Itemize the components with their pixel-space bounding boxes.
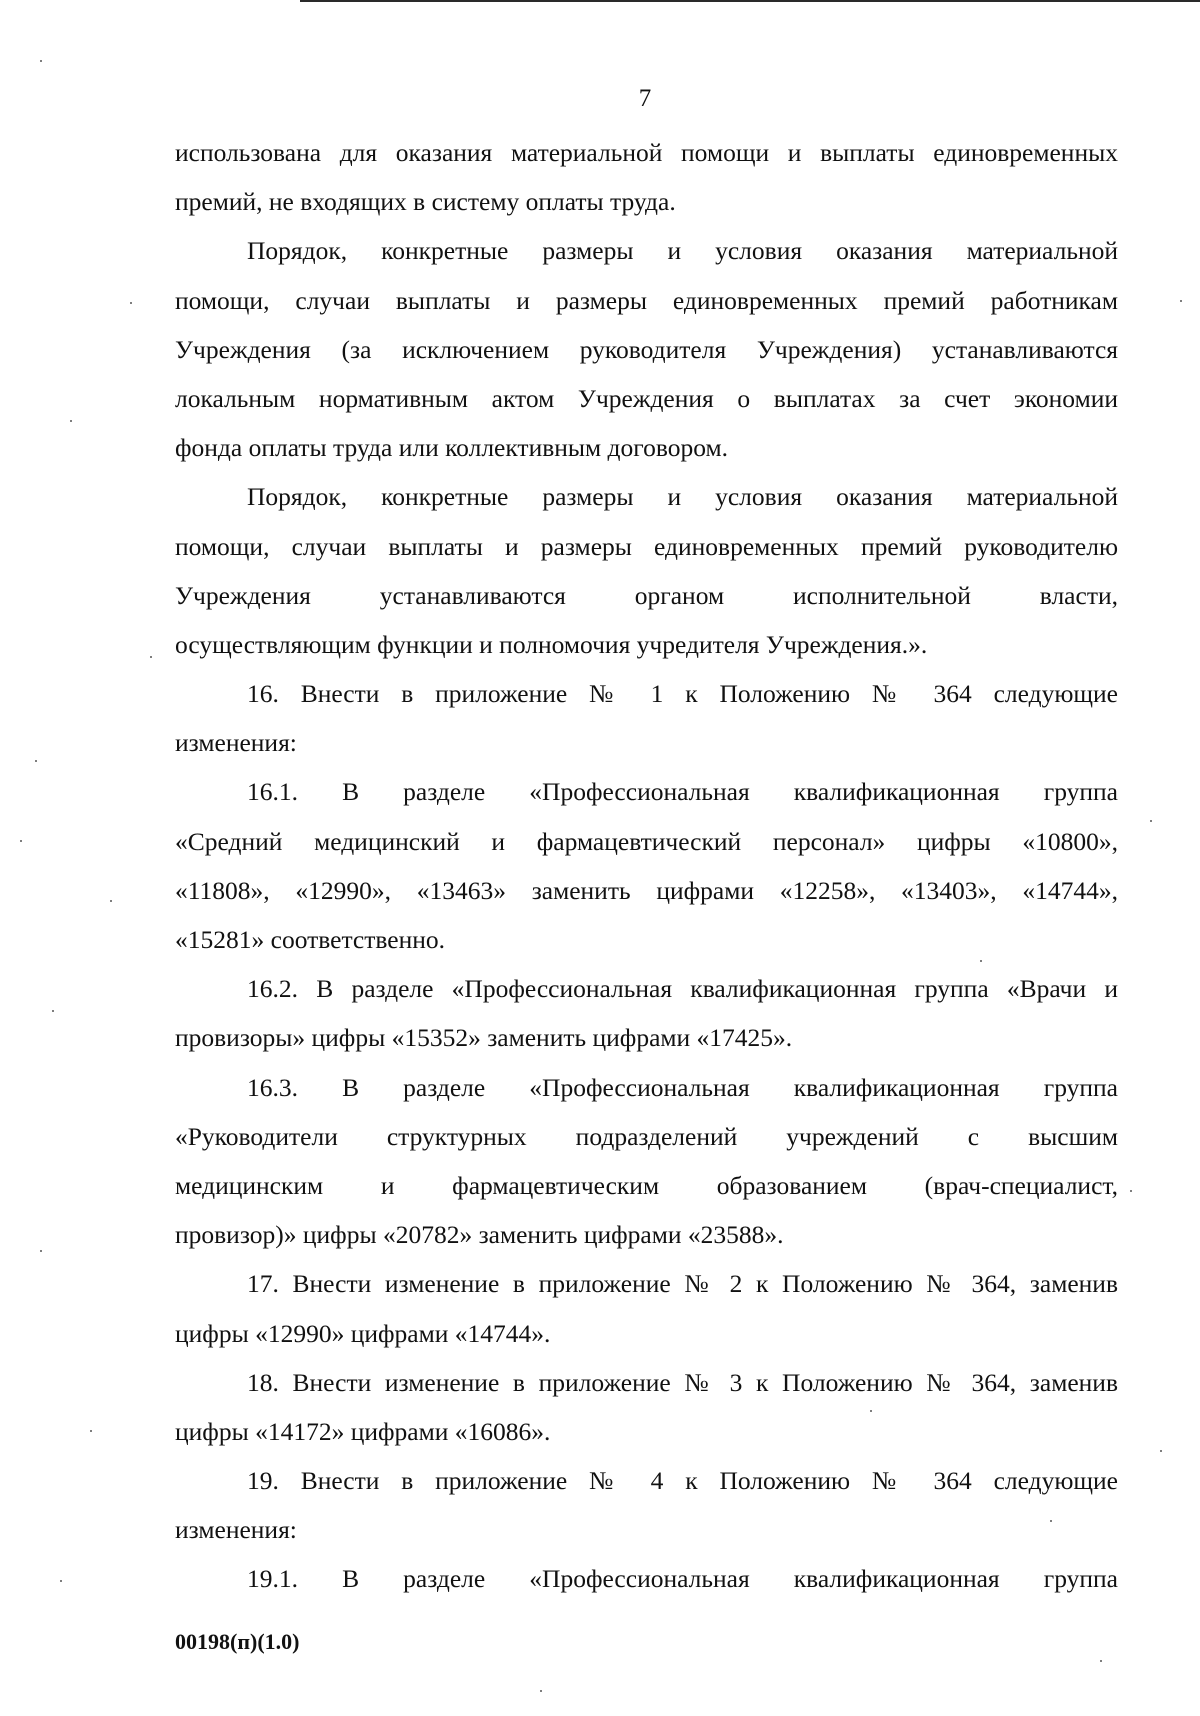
text-line: Порядок, конкретные размеры и условия оказания материальной <box>247 482 1118 512</box>
scan-speck <box>1180 300 1182 302</box>
scan-speck <box>1150 820 1152 822</box>
text-line: цифры «14172» цифрами «16086». <box>175 1416 551 1446</box>
scan-speck <box>70 420 72 422</box>
text-line: «Средний медицинский и фармацевтический персонал» цифры «10800», <box>175 826 1118 856</box>
text-line: Учреждения (за исключением руководителя Учреждения) устанавливаются <box>175 334 1118 364</box>
scan-speck <box>980 960 982 962</box>
text-line: Учреждения устанавливаются органом исполнительной власти, <box>175 580 1118 610</box>
text-line: «11808», «12990», «13463» заменить цифрами «12258», «13403», «14744», <box>175 875 1118 905</box>
text-line: медицинским и фармацевтическим образованием (врач-специалист, <box>175 1170 1118 1200</box>
text-line: 18. Внести изменение в приложение № 3 к Положению № 364, заменив <box>247 1367 1118 1397</box>
text-line: 17. Внести изменение в приложение № 2 к Положению № 364, заменив <box>247 1269 1118 1299</box>
text-line: 16.1. В разделе «Профессиональная квалификационная группа <box>247 777 1118 807</box>
scan-top-edge <box>300 0 1200 2</box>
text-line: локальным нормативным актом Учреждения о выплатах за счет экономии <box>175 383 1118 413</box>
scan-speck <box>20 840 22 842</box>
text-line: провизоры» цифры «15352» заменить цифрами «17425». <box>175 1023 793 1053</box>
text-line: фонда оплаты труда или коллективным договором. <box>175 433 728 463</box>
text-line: «Руководители структурных подразделений учреждений с высшим <box>175 1121 1118 1151</box>
text-line: изменения: <box>175 728 297 758</box>
text-line: помощи, случаи выплаты и размеры единовременных премий работникам <box>175 285 1118 315</box>
text-line: осуществляющим функции и полномочия учредителя Учреждения.». <box>175 629 928 659</box>
document-body <box>175 138 1118 1614</box>
scan-speck <box>1100 1660 1102 1662</box>
scan-speck <box>540 1690 542 1692</box>
scan-speck <box>150 656 152 658</box>
text-line: «15281» соответственно. <box>175 925 446 954</box>
scan-speck <box>110 900 112 902</box>
scan-speck <box>52 1010 54 1012</box>
text-line: Порядок, конкретные размеры и условия оказания материальной <box>247 236 1118 266</box>
scan-speck <box>870 1410 872 1412</box>
scan-speck <box>130 302 132 304</box>
text-line: 19. Внести в приложение № 4 к Положению № 364 следующие <box>247 1466 1118 1496</box>
text-line: 16.3. В разделе «Профессиональная квалификационная группа <box>247 1072 1118 1102</box>
text-line: 16. Внести в приложение № 1 к Положению № 364 следующие <box>247 679 1118 709</box>
text-line: провизор)» цифры «20782» заменить цифрами «23588». <box>175 1220 784 1250</box>
text-line: премий, не входящих в систему оплаты труда. <box>175 187 676 217</box>
scan-speck <box>90 1430 92 1432</box>
text-line: использована для оказания материальной помощи и выплаты единовременных <box>175 138 1118 167</box>
page-number: 7 <box>638 85 652 112</box>
document-code: 00198(п)(1.0) <box>175 1629 300 1654</box>
scan-speck <box>60 1580 62 1582</box>
text-line: 16.2. В разделе «Профессиональная квалификационная группа «Врачи и <box>247 974 1118 1004</box>
text-line: изменения: <box>175 1515 297 1545</box>
scan-speck <box>40 60 42 62</box>
scan-speck <box>40 1250 42 1252</box>
text-line: 19.1. В разделе «Профессиональная квалификационная группа <box>247 1564 1118 1594</box>
scan-speck <box>1050 1520 1052 1522</box>
text-line: цифры «12990» цифрами «14744». <box>175 1318 551 1348</box>
text-line: помощи, случаи выплаты и размеры единовременных премий руководителю <box>175 531 1118 561</box>
scan-speck <box>1160 1450 1162 1452</box>
scan-speck <box>35 760 37 762</box>
scan-speck <box>1130 1190 1132 1192</box>
